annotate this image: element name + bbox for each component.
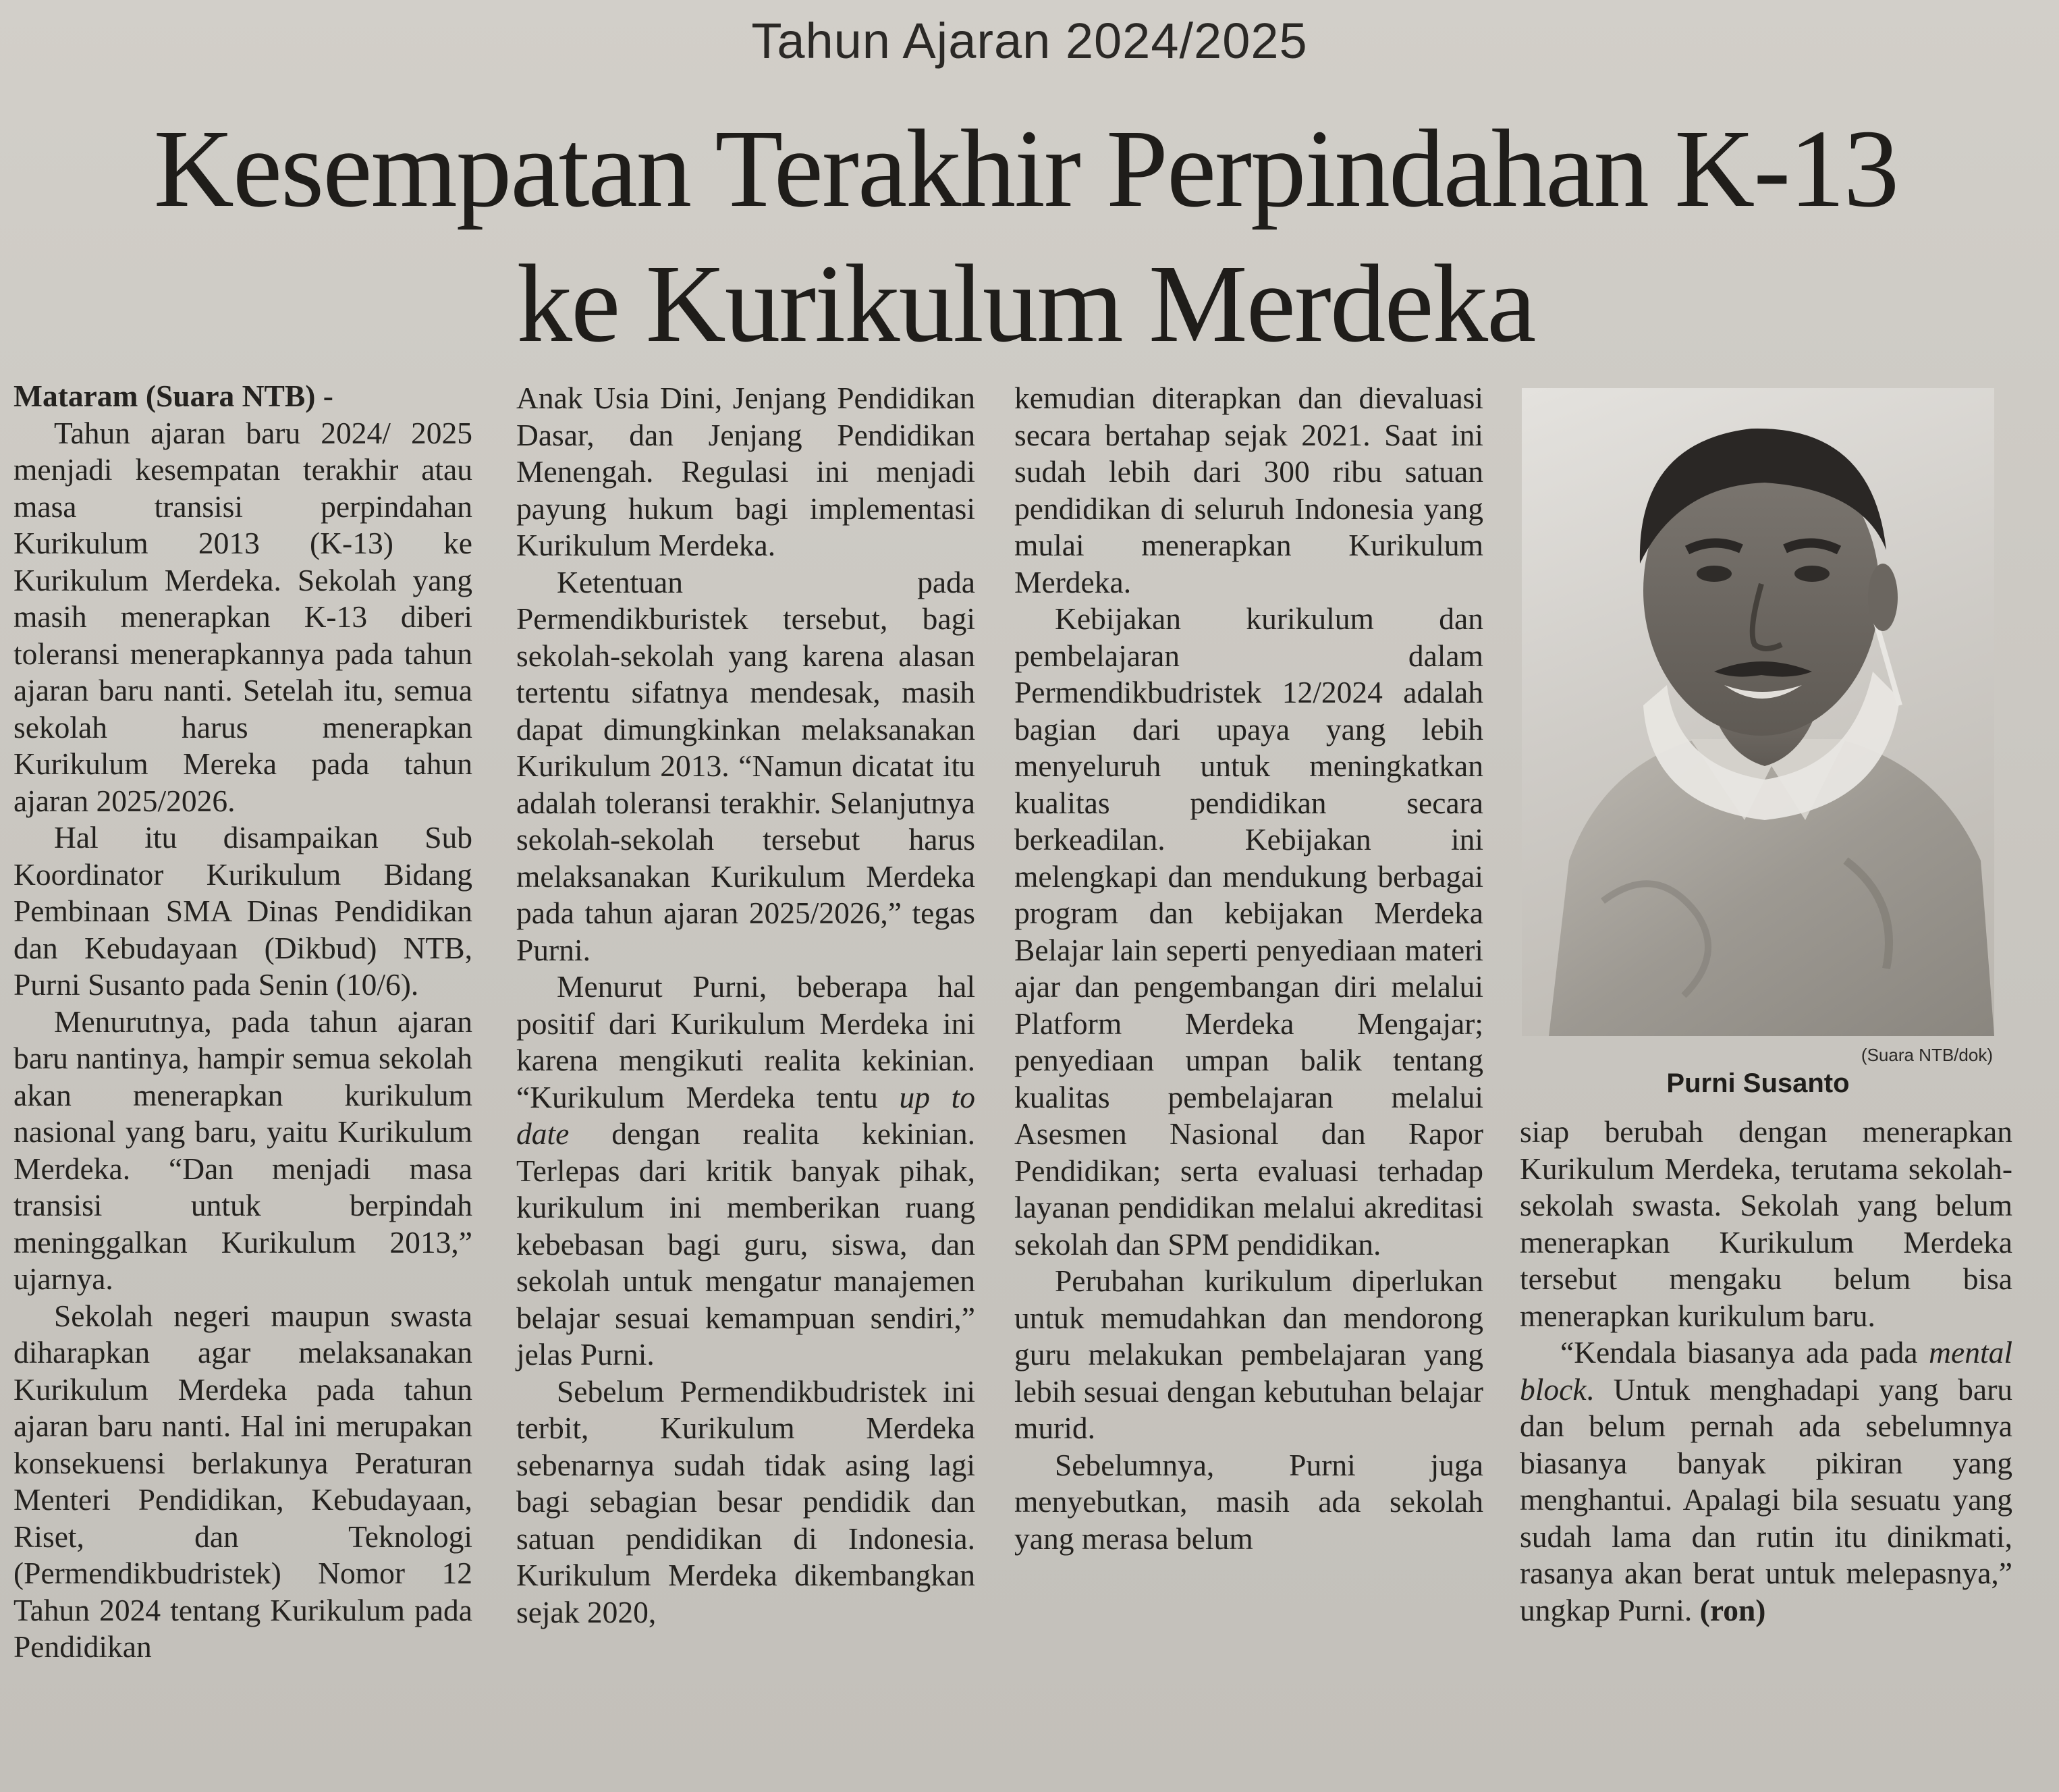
paragraph: Hal itu disampaikan Sub Koordinator Kurikulum Bidang Pembinaan SMA Dinas Pendidikan dan Kebudayaan (Dikbud) NTB, Purni Susanto pada Senin (10/6).	[13, 820, 472, 1002]
paragraph: “Kendala biasanya ada pada mental block. Untuk menghadapi yang baru dan belum pernah ada sebelumnya biasanya banyak pikiran yang menghantui. Apalagi bila sesuatu yang sudah lama dan rutin itu dinikmati, rasanya akan berat untuk melepasnya,” ungkap Purni. (ron)	[1520, 1335, 2013, 1627]
paragraph: Tahun ajaran baru 2024/ 2025 menjadi kesempatan terakhir atau masa transisi perpindahan Kurikulum 2013 (K-13) ke Kurikulum Merdeka. Sekolah yang masih menerapkan K-13 diberi toleransi menerapkannya pada tahun ajaran baru nanti. Setelah itu, semua sekolah harus menerapkan Kurikulum Mereka pada tahun ajaran 2025/2026.	[13, 415, 472, 818]
italic-phrase: mental block	[1520, 1335, 2013, 1407]
photo-credit: (Suara NTB/dok)	[1861, 1045, 1993, 1065]
dateline: Mataram (Suara NTB) -	[13, 379, 333, 413]
article-kicker: Tahun Ajaran 2024/2025	[751, 13, 1308, 69]
paragraph: Anak Usia Dini, Jenjang Pendidikan Dasar, dan Jenjang Pendidikan Menengah. Regulasi ini menjadi payung hukum bagi implementasi Kurikulum Merdeka.	[516, 381, 975, 562]
paragraph: siap berubah dengan menerapkan Kurikulum Merdeka, terutama sekolah-sekolah swasta. Sekolah yang belum menerapkan Kurikulum Merdeka tersebut mengaku belum bisa menerapkan kurikulum baru.	[1520, 1114, 2012, 1333]
photo-caption: Purni Susanto	[1666, 1068, 1850, 1098]
paragraph: Sekolah negeri maupun swasta diharapkan agar melaksanakan Kurikulum Merdeka pada tahun ajaran baru nanti. Hal ini merupakan konsekuensi berlakunya Peraturan Menteri Pendidikan, Kebudayaan, Riset, dan Teknologi (Permendikbudristek) Nomor 12 Tahun 2024 tentang Kurikulum pada Pendidikan	[13, 1298, 472, 1664]
paragraph: Menurut Purni, beberapa hal positif dari Kurikulum Merdeka ini karena mengikuti realita kekinian. “Kurikulum Merdeka tentu up to date dengan realita kekinian. Terlepas dari kritik banyak pihak, kurikulum ini memberikan ruang kebebasan bagi guru, siswa, dan sekolah untuk mengatur manajemen belajar sesuai kemampuan sendiri,” jelas Purni.	[516, 969, 976, 1372]
article-column-1	[13, 378, 472, 1666]
paragraph: Ketentuan pada Permendikburistek tersebut, bagi sekolah-sekolah yang karena alasan tertentu sifatnya mendesak, masih dapat dimungkinkan melaksanakan Kurikulum 2013. “Namun dicatat itu adalah toleransi terakhir. Selanjutnya sekolah-sekolah tersebut harus melaksanakan Kurikulum Merdeka pada tahun ajaran 2025/2026,” tegas Purni.	[516, 564, 975, 967]
paragraph: Kebijakan kurikulum dan pembelajaran dalam Permendikbudristek 12/2024 adalah bagian dari upaya yang lebih menyeluruh untuk meningkatkan kualitas pendidikan secara berkeadilan. Kebijakan ini melengkapi dan mendukung berbagai program dan kebijakan Merdeka Belajar lain seperti penyediaan materi ajar dan pengembangan diri melalui Platform Merdeka Mengajar; penyediaan umpan balik tentang kualitas pembelajaran melalui Asesmen Nasional dan Rapor Pendidikan; serta evaluasi terhadap layanan pendidikan melalui akreditasi sekolah dan SPM pendidikan.	[1014, 601, 1483, 1261]
paragraph: Sebelum Permendikbudristek ini terbit, Kurikulum Merdeka sebenarnya sudah tidak asing lagi bagi sebagian besar pendidik dan satuan pendidikan di Indonesia. Kurikulum Merdeka dikembangkan sejak 2020,	[516, 1374, 975, 1629]
portrait-illustration	[1522, 388, 1994, 1036]
article-column-4	[1520, 1114, 2012, 1629]
paragraph: Perubahan kurikulum diperlukan untuk memudahkan dan mendorong guru melakukan pembelajaran yang lebih sesuai dengan kebutuhan belajar murid.	[1014, 1264, 1483, 1445]
headline-line-1: Kesempatan Terakhir Perpindahan K-13	[153, 107, 1898, 230]
paragraph: kemudian diterapkan dan dievaluasi secara bertahap sejak 2021. Saat ini sudah lebih dari 300 ribu satuan pendidikan di seluruh Indonesia yang mulai menerapkan Kurikulum Merdeka.	[1014, 381, 1483, 599]
paragraph: Menurutnya, pada tahun ajaran baru nantinya, hampir semua sekolah akan menerapkan kurikulum nasional yang baru, yaitu Kurikulum Merdeka. “Dan menjadi masa transisi untuk berpindah meninggalkan Kurikulum 2013,” ujarnya.	[13, 1004, 472, 1296]
headline-line-2: ke Kurikulum Merdeka	[516, 242, 1535, 365]
article-headline	[27, 101, 2025, 371]
author-initials: (ron)	[1699, 1592, 1766, 1627]
paragraph: Sebelumnya, Purni juga menyebutkan, masih ada sekolah yang merasa belum	[1014, 1447, 1483, 1556]
italic-phrase: up to date	[516, 1079, 975, 1151]
article-column-3	[1014, 380, 1483, 1557]
portrait-photo	[1522, 388, 1994, 1036]
article-column-2	[516, 380, 975, 1631]
